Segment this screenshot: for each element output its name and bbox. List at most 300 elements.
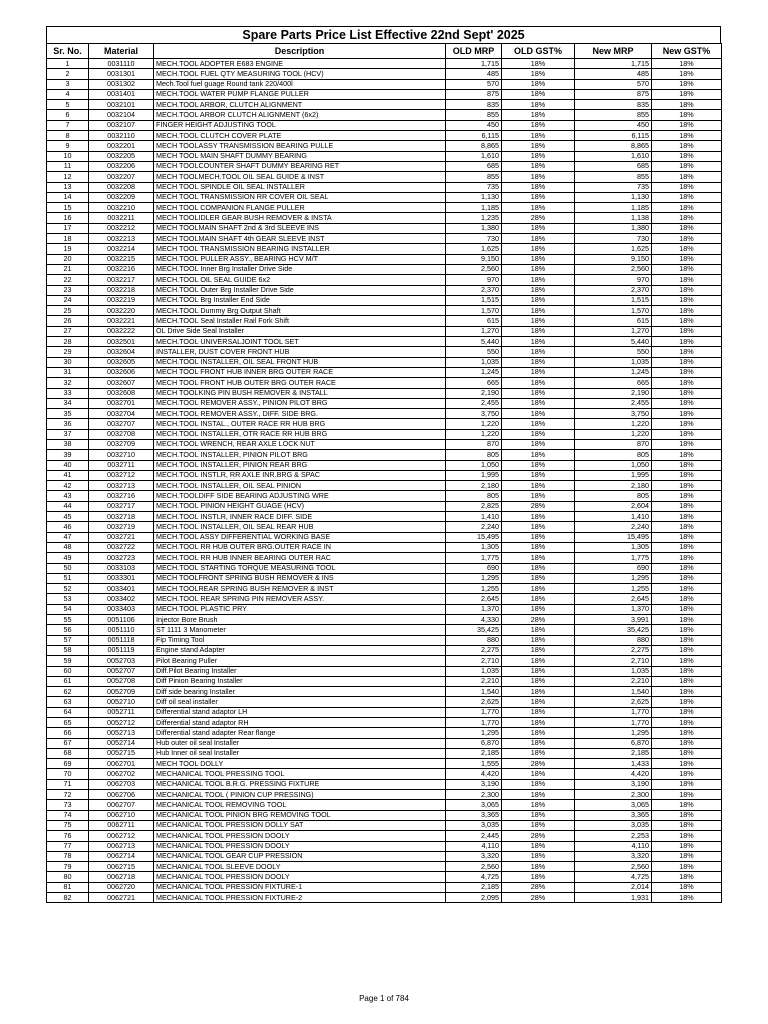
sr-no-cell: 64 [47,707,89,717]
material-cell: 0031401 [89,89,154,99]
new-gst-cell: 18% [652,285,722,295]
description-cell: MECH.TOOL ADOPTER E683 ENGINE [154,59,446,69]
new-mrp-cell: 2,014 [575,882,652,892]
sr-no-cell: 55 [47,615,89,625]
new-gst-cell: 18% [652,553,722,563]
old-mrp-cell: 550 [446,347,502,357]
material-cell: 0062712 [89,831,154,841]
old-mrp-cell: 1,245 [446,367,502,377]
description-cell: MECHANICAL TOOL PRESSION DOLLY SAT [154,820,446,830]
description-cell: MECH.TOOL INSTALLER, OIL SEAL FRONT HUB [154,357,446,367]
old-gst-cell: 18% [502,800,575,810]
sr-no-cell: 53 [47,594,89,604]
description-cell: MECH.TOOL PLASTIC PRY [154,604,446,614]
description-cell: MECH.TOOL REMOVER ASSY., PINION PILOT BRG [154,398,446,408]
description-cell: MECH.TOOL Seal Installer Rail Fork Shift [154,316,446,326]
table-row [47,192,722,202]
table-row [47,203,722,213]
old-mrp-cell: 2,240 [446,522,502,532]
sr-no-cell: 70 [47,769,89,779]
description-cell: MECH.TOOL INSTALLER, PINION PILOT BRG [154,450,446,460]
table-row [47,59,722,69]
sr-no-cell: 17 [47,223,89,233]
new-mrp-cell: 835 [575,100,652,110]
material-cell: 0051110 [89,625,154,635]
sr-no-cell: 9 [47,141,89,151]
column-header: OLD MRP [446,44,502,59]
sr-no-cell: 76 [47,831,89,841]
header-row [47,44,722,59]
description-cell: MECH TOOLFRONT SPRING BUSH REMOVER & INS [154,573,446,583]
new-mrp-cell: 2,240 [575,522,652,532]
old-gst-cell: 18% [502,738,575,748]
column-header: OLD GST% [502,44,575,59]
table-row [47,676,722,686]
new-mrp-cell: 1,295 [575,728,652,738]
old-mrp-cell: 2,210 [446,676,502,686]
old-gst-cell: 28% [502,893,575,903]
new-mrp-cell: 665 [575,378,652,388]
old-mrp-cell: 875 [446,89,502,99]
material-cell: 0032709 [89,439,154,449]
old-mrp-cell: 1,715 [446,59,502,69]
description-cell: Engine stand Adapter [154,645,446,655]
material-cell: 0032218 [89,285,154,295]
new-mrp-cell: 855 [575,172,652,182]
old-mrp-cell: 3,035 [446,820,502,830]
description-cell: MECH.TOOL RR HUB OUTER BRG.OUTER RACE IN [154,542,446,552]
table-row [47,512,722,522]
sr-no-cell: 31 [47,367,89,377]
old-mrp-cell: 9,150 [446,254,502,264]
new-mrp-cell: 880 [575,635,652,645]
old-mrp-cell: 690 [446,563,502,573]
old-mrp-cell: 15,495 [446,532,502,542]
new-mrp-cell: 1,715 [575,59,652,69]
new-gst-cell: 18% [652,326,722,336]
table-row [47,810,722,820]
table-row [47,429,722,439]
table-row [47,161,722,171]
table-body [47,59,722,903]
old-mrp-cell: 1,050 [446,460,502,470]
description-cell: Injector Bore Brush [154,615,446,625]
new-gst-cell: 18% [652,347,722,357]
old-gst-cell: 18% [502,295,575,305]
table-row [47,893,722,903]
material-cell: 0032110 [89,131,154,141]
description-cell: Hub outer oil seal Installer [154,738,446,748]
old-mrp-cell: 1,610 [446,151,502,161]
description-cell: MECHANICAL TOOL PRESSING TOOL [154,769,446,779]
old-mrp-cell: 2,185 [446,748,502,758]
new-gst-cell: 18% [652,450,722,460]
new-mrp-cell: 2,560 [575,264,652,274]
sr-no-cell: 81 [47,882,89,892]
sr-no-cell: 23 [47,285,89,295]
old-gst-cell: 18% [502,820,575,830]
old-mrp-cell: 1,235 [446,213,502,223]
table-row [47,306,722,316]
table-row [47,635,722,645]
table-row [47,419,722,429]
sr-no-cell: 77 [47,841,89,851]
new-mrp-cell: 1,255 [575,584,652,594]
new-mrp-cell: 3,365 [575,810,652,820]
new-mrp-cell: 1,035 [575,666,652,676]
old-gst-cell: 18% [502,120,575,130]
table-row [47,79,722,89]
material-cell: 0052703 [89,656,154,666]
sr-no-cell: 51 [47,573,89,583]
new-mrp-cell: 1,770 [575,707,652,717]
old-gst-cell: 18% [502,439,575,449]
material-cell: 0032208 [89,182,154,192]
sr-no-cell: 22 [47,275,89,285]
table-row [47,666,722,676]
sr-no-cell: 21 [47,264,89,274]
material-cell: 0033401 [89,584,154,594]
description-cell: INSTALLER, DUST COVER FRONT HUB [154,347,446,357]
old-mrp-cell: 35,425 [446,625,502,635]
material-cell: 0032711 [89,460,154,470]
sr-no-cell: 2 [47,69,89,79]
new-mrp-cell: 550 [575,347,652,357]
old-mrp-cell: 3,320 [446,851,502,861]
old-gst-cell: 18% [502,141,575,151]
old-gst-cell: 18% [502,491,575,501]
material-cell: 0062711 [89,820,154,830]
new-mrp-cell: 1,370 [575,604,652,614]
new-gst-cell: 18% [652,439,722,449]
new-mrp-cell: 2,710 [575,656,652,666]
table-row [47,656,722,666]
new-mrp-cell: 4,110 [575,841,652,851]
description-cell: MECH.TOOL REMOVER ASSY., DIFF. SIDE BRG. [154,409,446,419]
material-cell: 0033301 [89,573,154,583]
material-cell: 0062702 [89,769,154,779]
new-gst-cell: 18% [652,254,722,264]
sr-no-cell: 54 [47,604,89,614]
new-gst-cell: 18% [652,769,722,779]
table-row [47,645,722,655]
material-cell: 0032206 [89,161,154,171]
table-row [47,615,722,625]
table-row [47,182,722,192]
sr-no-cell: 49 [47,553,89,563]
material-cell: 0031110 [89,59,154,69]
old-gst-cell: 18% [502,110,575,120]
description-cell: MECH.TOOL INSTAL., OUTER RACE RR HUB BRG [154,419,446,429]
old-gst-cell: 18% [502,450,575,460]
table-row [47,687,722,697]
old-mrp-cell: 4,725 [446,872,502,882]
old-gst-cell: 18% [502,563,575,573]
material-cell: 0032606 [89,367,154,377]
new-gst-cell: 18% [652,131,722,141]
new-gst-cell: 18% [652,759,722,769]
new-gst-cell: 18% [652,872,722,882]
old-gst-cell: 18% [502,676,575,686]
new-gst-cell: 18% [652,161,722,171]
old-mrp-cell: 2,560 [446,862,502,872]
new-mrp-cell: 1,515 [575,295,652,305]
new-gst-cell: 18% [652,522,722,532]
old-mrp-cell: 8,865 [446,141,502,151]
new-mrp-cell: 3,991 [575,615,652,625]
description-cell: MECH.TOOL WATER PUMP FLANGE PULLER [154,89,446,99]
material-cell: 0032713 [89,481,154,491]
old-gst-cell: 18% [502,594,575,604]
old-mrp-cell: 1,035 [446,666,502,676]
old-mrp-cell: 2,185 [446,882,502,892]
description-cell: MECHANICAL TOOL PRESSION DOOLY [154,872,446,882]
old-mrp-cell: 735 [446,182,502,192]
new-mrp-cell: 1,625 [575,244,652,254]
material-cell: 0032605 [89,357,154,367]
description-cell: MECHANICAL TOOL PRESSION FIXTURE-2 [154,893,446,903]
table-row [47,110,722,120]
old-mrp-cell: 2,300 [446,790,502,800]
material-cell: 0032722 [89,542,154,552]
description-cell: Hub Inner oil seal Installer [154,748,446,758]
material-cell: 0032213 [89,234,154,244]
new-mrp-cell: 1,380 [575,223,652,233]
old-gst-cell: 18% [502,347,575,357]
old-mrp-cell: 6,870 [446,738,502,748]
new-mrp-cell: 1,185 [575,203,652,213]
column-header: Description [154,44,446,59]
table-row [47,501,722,511]
description-cell: Diff.Pilot Bearing Installer [154,666,446,676]
old-gst-cell: 18% [502,100,575,110]
old-mrp-cell: 1,370 [446,604,502,614]
material-cell: 0032212 [89,223,154,233]
sr-no-cell: 67 [47,738,89,748]
old-mrp-cell: 2,455 [446,398,502,408]
old-gst-cell: 18% [502,728,575,738]
old-gst-cell: 18% [502,656,575,666]
old-mrp-cell: 1,775 [446,553,502,563]
new-mrp-cell: 1,295 [575,573,652,583]
new-mrp-cell: 1,245 [575,367,652,377]
description-cell: MECH TOOL SPINDLE OIL SEAL INSTALLER [154,182,446,192]
sr-no-cell: 3 [47,79,89,89]
material-cell: 0062710 [89,810,154,820]
material-cell: 0062715 [89,862,154,872]
sr-no-cell: 58 [47,645,89,655]
new-mrp-cell: 730 [575,234,652,244]
sr-no-cell: 27 [47,326,89,336]
table-row [47,553,722,563]
description-cell: MECH TOOL TRANSMISSION BEARING INSTALLER [154,244,446,254]
description-cell: Pilot Bearing Puller [154,656,446,666]
table-row [47,820,722,830]
old-mrp-cell: 1,035 [446,357,502,367]
new-gst-cell: 18% [652,203,722,213]
sr-no-cell: 15 [47,203,89,213]
new-mrp-cell: 2,210 [575,676,652,686]
new-gst-cell: 18% [652,779,722,789]
sr-no-cell: 44 [47,501,89,511]
old-mrp-cell: 3,750 [446,409,502,419]
new-mrp-cell: 2,560 [575,862,652,872]
sr-no-cell: 32 [47,378,89,388]
description-cell: MECHANICAL TOOL GEAR CUP PRESSION [154,851,446,861]
old-gst-cell: 18% [502,769,575,779]
new-gst-cell: 18% [652,882,722,892]
old-gst-cell: 18% [502,470,575,480]
old-gst-cell: 18% [502,635,575,645]
description-cell: MECH.TOOL INSTLR, RR AXLE INR.BRG & SPAC [154,470,446,480]
old-gst-cell: 18% [502,481,575,491]
description-cell: MECH.TOOL INSTALLER, PINION REAR BRG [154,460,446,470]
description-cell: MECH TOOLMAIN SHAFT 2nd & 3rd SLEEVE INS [154,223,446,233]
new-mrp-cell: 1,610 [575,151,652,161]
new-mrp-cell: 2,185 [575,748,652,758]
sr-no-cell: 26 [47,316,89,326]
new-gst-cell: 18% [652,192,722,202]
table-row [47,120,722,130]
sr-no-cell: 24 [47,295,89,305]
new-mrp-cell: 1,931 [575,893,652,903]
description-cell: MECH.TOOL WRENCH, REAR AXLE LOCK NUT [154,439,446,449]
new-mrp-cell: 2,180 [575,481,652,491]
description-cell: MECH.TOOL INSTLR, INNER RACE DIFF. SIDE [154,512,446,522]
new-gst-cell: 18% [652,800,722,810]
new-gst-cell: 18% [652,244,722,254]
sr-no-cell: 28 [47,337,89,347]
old-mrp-cell: 805 [446,491,502,501]
old-gst-cell: 18% [502,851,575,861]
new-mrp-cell: 570 [575,79,652,89]
material-cell: 0032222 [89,326,154,336]
table-row [47,439,722,449]
old-mrp-cell: 1,410 [446,512,502,522]
new-gst-cell: 18% [652,790,722,800]
description-cell: MECH.TOOL REAR SPRING PIN REMOVER ASSY. [154,594,446,604]
description-cell: MECH.TOOL Brg Installer End Side [154,295,446,305]
sr-no-cell: 30 [47,357,89,367]
material-cell: 0032221 [89,316,154,326]
material-cell: 0062713 [89,841,154,851]
new-gst-cell: 18% [652,625,722,635]
sr-no-cell: 39 [47,450,89,460]
new-gst-cell: 18% [652,820,722,830]
new-mrp-cell: 1,305 [575,542,652,552]
description-cell: MECH.TOOL FUEL QTY MEASURING TOOL (HCV) [154,69,446,79]
page-footer: Page 1 of 784 [359,994,409,1003]
new-gst-cell: 18% [652,687,722,697]
new-mrp-cell: 735 [575,182,652,192]
old-gst-cell: 18% [502,512,575,522]
new-gst-cell: 18% [652,59,722,69]
old-gst-cell: 28% [502,759,575,769]
description-cell: Mech.Tool fuel guage Round tank 220/400l [154,79,446,89]
description-cell: MECH.TOOL Inner Brg Installer Drive Side [154,264,446,274]
column-header: New GST% [652,44,722,59]
material-cell: 0032721 [89,532,154,542]
new-mrp-cell: 1,433 [575,759,652,769]
column-header: New MRP [575,44,652,59]
material-cell: 0032201 [89,141,154,151]
material-cell: 0032209 [89,192,154,202]
column-header: Sr. No. [47,44,89,59]
new-mrp-cell: 970 [575,275,652,285]
material-cell: 0032205 [89,151,154,161]
sr-no-cell: 1 [47,59,89,69]
old-mrp-cell: 5,440 [446,337,502,347]
new-mrp-cell: 2,625 [575,697,652,707]
new-gst-cell: 18% [652,409,722,419]
material-cell: 0033402 [89,594,154,604]
sr-no-cell: 46 [47,522,89,532]
new-mrp-cell: 15,495 [575,532,652,542]
description-cell: Differential stand adaptor LH [154,707,446,717]
table-row [47,131,722,141]
old-gst-cell: 18% [502,584,575,594]
old-mrp-cell: 1,515 [446,295,502,305]
description-cell: MECH.TOOL CLUTCH COVER PLATE [154,131,446,141]
table-row [47,151,722,161]
old-gst-cell: 18% [502,285,575,295]
new-gst-cell: 18% [652,316,722,326]
table-row [47,326,722,336]
new-gst-cell: 18% [652,697,722,707]
table-row [47,100,722,110]
table-row [47,337,722,347]
old-gst-cell: 18% [502,306,575,316]
table-row [47,213,722,223]
old-mrp-cell: 2,625 [446,697,502,707]
sr-no-cell: 19 [47,244,89,254]
description-cell: MECHANICAL TOOL B.R.G. PRESSING FIXTURE [154,779,446,789]
sr-no-cell: 29 [47,347,89,357]
table-row [47,522,722,532]
material-cell: 0062706 [89,790,154,800]
material-cell: 0032604 [89,347,154,357]
new-mrp-cell: 5,440 [575,337,652,347]
old-mrp-cell: 970 [446,275,502,285]
table-row [47,388,722,398]
new-mrp-cell: 2,645 [575,594,652,604]
table-row [47,790,722,800]
old-mrp-cell: 1,295 [446,573,502,583]
table-row [47,254,722,264]
new-gst-cell: 18% [652,645,722,655]
sr-no-cell: 45 [47,512,89,522]
old-gst-cell: 18% [502,89,575,99]
old-gst-cell: 18% [502,367,575,377]
table-row [47,470,722,480]
material-cell: 0052708 [89,676,154,686]
sr-no-cell: 25 [47,306,89,316]
old-mrp-cell: 1,185 [446,203,502,213]
old-gst-cell: 18% [502,779,575,789]
old-gst-cell: 18% [502,79,575,89]
new-mrp-cell: 450 [575,120,652,130]
new-mrp-cell: 2,300 [575,790,652,800]
new-mrp-cell: 6,115 [575,131,652,141]
description-cell: MECH.TOOL INSTALLER, OIL SEAL PINION [154,481,446,491]
description-cell: MECHANICAL TOOL REMOVING TOOL [154,800,446,810]
material-cell: 0032607 [89,378,154,388]
description-cell: MECHANICAL TOOL ( PINION CUP PRESSING) [154,790,446,800]
sr-no-cell: 34 [47,398,89,408]
old-gst-cell: 28% [502,831,575,841]
material-cell: 0032210 [89,203,154,213]
sr-no-cell: 56 [47,625,89,635]
